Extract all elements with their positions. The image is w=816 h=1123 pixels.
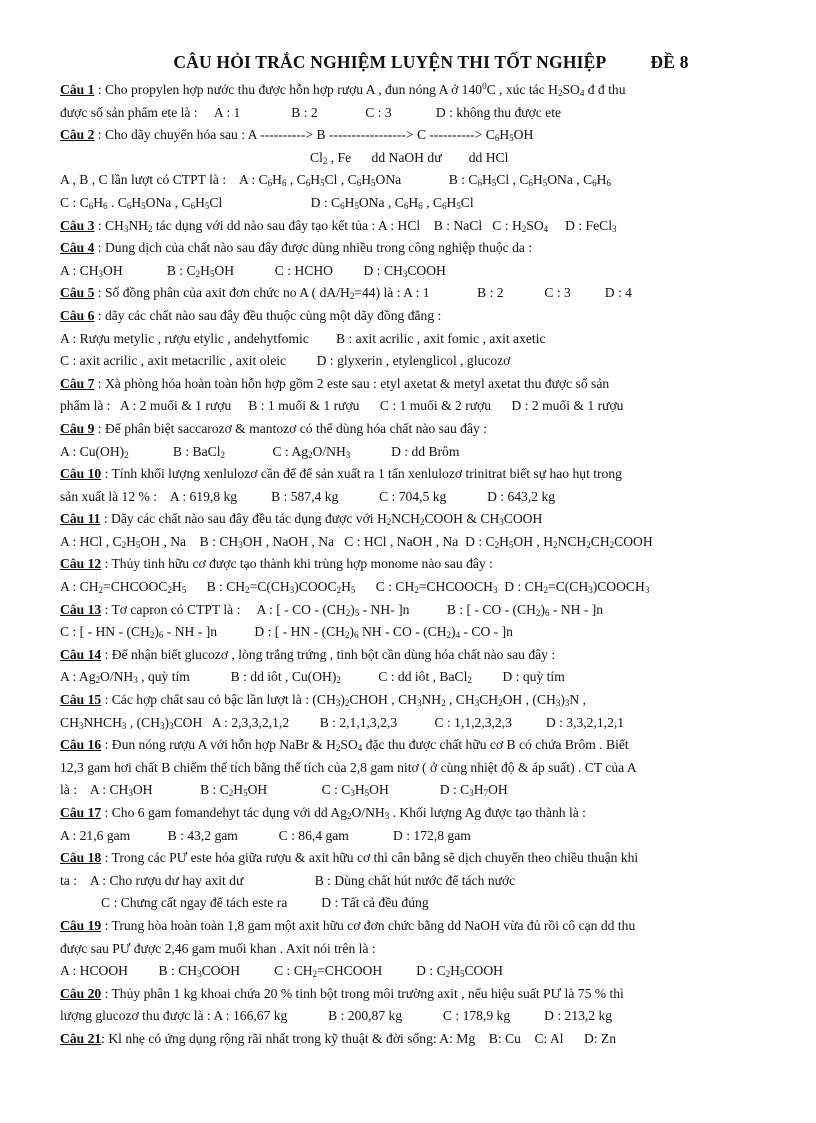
- question-line: A : HCl , $C_2H_5OH$ , Na B : $CH_3OH$ , NaOH , Na C : HCl , NaOH , Na D : $C_2H_5OH$ , $H_2NCH_2CH_2COOH$: [60, 533, 653, 550]
- question-line: 12,3 gam hơi chất B chiếm thể tích bằng thể tích của 2,8 gam nitơ ( ở cùng nhiệt độ & áp suất) . CT của A: [60, 759, 637, 775]
- question-label: Câu 17: [60, 805, 102, 820]
- question-line: $CH_3NHCH_3$ , $(CH_3)_3COH$ A : 2,3,3,2,1,2 B : 2,1,1,3,2,3 C : 1,1,2,3,2,3 D : 3,3,2,1,2,1: [60, 714, 625, 731]
- question-label: Câu 21: [60, 1030, 102, 1046]
- question-line: A : 21,6 gam B : 43,2 gam C : 86,4 gam D : 172,8 gam: [60, 827, 471, 843]
- exam-number: ĐỀ 8: [650, 52, 689, 72]
- title-text: CÂU HỎI TRẮC NGHIỆM LUYỆN THI TỐT NGHIỆP: [173, 52, 607, 72]
- question-label: Câu 9: [60, 420, 95, 436]
- question-label: Câu 12: [60, 556, 102, 572]
- question-line: Câu 18 : Trong các PƯ este hóa giữa rượu & axit hữu cơ thì cân bằng sẽ dịch chuyển theo chiều thuận khi: [60, 850, 639, 866]
- question-line: Câu 4 : Dung dịch của chất nào sau đây được dùng nhiều trong công nghiệp thuộc da :: [60, 240, 533, 256]
- question-list: [60, 79, 772, 1051]
- question-line: C : [ - HN - $(CH_2)_6$ - NH - ]n D : [ - HN - $(CH_2)_6$ NH - CO - $(CH_2)_4$ - CO - ]n: [60, 624, 513, 641]
- question-line: Câu 5 : Số đồng phân của axit đơn chức no A ( $dA/H_2=44$) là : A : 1 B : 2 C : 3 D : 4: [60, 285, 632, 302]
- question-label: Câu 11: [60, 511, 101, 527]
- question-label: Câu 20: [60, 985, 102, 1001]
- question-label: Câu 6: [60, 307, 95, 323]
- question-line: sản xuất là 12 % : A : 619,8 kg B : 587,4 kg C : 704,5 kg D : 643,2 kg: [60, 488, 556, 504]
- question-label: Câu 13: [60, 601, 102, 617]
- question-line: A : $CH_2=CHCOOC_2H_5$ B : $CH_2=C(CH_3)COOC_2H_5$ C : $CH_2=CHCOOCH_3$ D : $CH_2=C(CH_3)COOCH_3$: [60, 579, 650, 596]
- question-line: phẩm là : A : 2 muối & 1 rượu B : 1 muối & 1 rượu C : 1 muối & 2 rượu D : 2 muối & 1 rượu: [60, 398, 624, 414]
- question-label: Câu 1: [60, 82, 95, 97]
- question-line: được sau PƯ được 2,46 gam muối khan . Axit nói trên là :: [60, 940, 376, 956]
- question-line: Câu 15 : Các hợp chất sau có bậc lần lượt là : $(CH_3)_2CHOH$ , $CH_3NH_2$ , $CH_3CH_2OH$ , $(CH_3)_3N$ ,: [60, 692, 586, 709]
- question-line: Câu 2 : Cho dãy chuyển hóa sau : A ----------> B -----------------> C ----------> $C_6H_5OH$: [60, 127, 534, 144]
- question-line: Câu 10 : Tính khối lượng xenlulozơ cần để để sản xuất ra 1 tấn xenlulozơ trinitrat biết sự hao hụt trong: [60, 466, 622, 482]
- question-line: Câu 13 : Tơ capron có CTPT là : A : [ - CO - $(CH_2)_5 - NH-$ ]n B : [ - CO - $(CH_2)_6$ - NH - ]n: [60, 601, 604, 618]
- question-line: lượng glucozơ thu được là : A : 166,67 kg B : 200,87 kg C : 178,9 kg D : 213,2 kg: [60, 1008, 613, 1024]
- question-label: Câu 18: [60, 850, 102, 866]
- question-line: A : Rượu metylic , rượu etylic , andehytfomic B : axit acrilic , axit fomic , axit axetic: [60, 330, 546, 346]
- question-line: Câu 7 : Xà phòng hóa hoàn toàn hỗn hợp gồm 2 este sau : etyl axetat & metyl axetat thu được số sản: [60, 375, 610, 391]
- question-label: Câu 19: [60, 917, 102, 933]
- question-line: C : axit acrilic , axit metacrilic , axit oleic D : glyxerin , etylenglicol , glucozơ: [60, 353, 511, 369]
- question-line: Câu 21: Kl nhẹ có ứng dụng rộng rãi nhất trong kỹ thuật & đời sống: A: Mg B: Cu C: Al D: Zn: [60, 1030, 617, 1046]
- question-line: Câu 16 : Đun nóng rượu A với hỗn hợp NaBr & $H_2SO_4$ đặc thu được chất hữu cơ B có chứa Brôm . Biết: [60, 737, 629, 754]
- question-line: Câu 14 : Để nhận biết glucozơ , lòng trắng trứng , tinh bột cần dùng hóa chất nào sau đây :: [60, 646, 556, 662]
- question-line: $Cl_2$ , Fe dd NaOH dư dd HCl: [310, 149, 509, 166]
- question-label: Câu 2: [60, 127, 95, 143]
- question-label: Câu 10: [60, 466, 102, 482]
- question-label: Câu 4: [60, 240, 95, 256]
- question-line: được số sản phẩm ete là : A : 1 B : 2 C : 3 D : không thu được ete: [60, 104, 562, 120]
- question-line: A : $Ag_2O/NH_3$ , quỳ tím B : dd iôt , $Cu(OH)_2$ C : dd iôt , BaCl$_2$ D : quỳ tím: [60, 669, 565, 686]
- question-line: A , B , C lần lượt có CTPT là : A : $C_6H_6$ , $C_6H_5Cl$ , $C_6H_5ONa$ B : $C_6H_5Cl$ , $C_6H_5ONa$ , $C_6H_6$: [60, 172, 611, 189]
- exam-page: [60, 52, 772, 1051]
- question-label: Câu 14: [60, 646, 102, 662]
- question-label: Câu 5: [60, 285, 95, 301]
- question-line: A : $Cu(OH)_2$ B : BaCl$_2$ C : $Ag_2O/NH_3$ D : dd Brôm: [60, 443, 460, 460]
- question-label: Câu 16: [60, 737, 102, 753]
- page-title: [60, 52, 772, 73]
- question-line: C : Chưng cất ngay để tách este ra D : Tất cả đều đúng: [101, 895, 429, 911]
- question-line: là : A : $CH_3OH$ B : $C_2H_5OH$ C : $C_3H_5OH$ D : $C_3H_7OH$: [60, 782, 508, 799]
- question-line: Câu 1 : Cho propylen hợp nước thu được hỗn hợp rượu A , đun nóng A ở $140^0C$ , xúc tác $H_2SO_4$ đ đ thu: [60, 81, 626, 98]
- question-line: Câu 17 : Cho 6 gam fomandehyt tác dụng với dd $Ag_2O/NH_3$ . Khối lượng Ag được tạo thành là :: [60, 805, 586, 821]
- question-label: Câu 7: [60, 375, 95, 391]
- question-line: C : $C_6H_6$ . $C_6H_5ONa$ , $C_6H_5Cl$ D : $C_6H_5ONa$ , $C_6H_6$ , $C_6H_5Cl$: [60, 194, 474, 211]
- question-line: Câu 6 : dãy các chất nào sau đây đều thuộc cùng một dãy đồng đẳng :: [60, 307, 442, 323]
- question-line: A : $CH_3OH$ B : $C_2H_5OH$ C : HCHO D : $CH_3COOH$: [60, 262, 446, 279]
- question-line: Câu 11 : Dãy các chất nào sau đây đều tác dụng được với $H_2NCH_2COOH$ & $CH_3COOH$: [60, 511, 543, 528]
- question-line: Câu 3 : $CH_3NH_2$ tác dụng với dd nào sau đây tạo kết tủa : A : HCl B : NaCl C : $H_2SO_4$ D : FeCl$_3$: [60, 217, 617, 234]
- question-label: Câu 15: [60, 692, 102, 708]
- question-line: Câu 20 : Thủy phân 1 kg khoai chứa 20 % tinh bột trong môi trường axit , nếu hiệu suất PƯ là 75 % thì: [60, 985, 624, 1001]
- question-line: ta : A : Cho rượu dư hay axit dư B : Dùng chất hút nước để tách nước: [60, 872, 516, 888]
- question-label: Câu 3: [60, 217, 95, 233]
- question-line: A : HCOOH B : $CH_3COOH$ C : $CH_2=CHCOOH$ D : $C_2H_5COOH$: [60, 963, 503, 980]
- question-line: Câu 12 : Thủy tinh hữu cơ được tạo thành khi trùng hợp monome nào sau đây :: [60, 556, 493, 572]
- question-line: Câu 9 : Để phân biệt saccarozơ & mantozơ có thể dùng hóa chất nào sau đây :: [60, 420, 487, 436]
- question-line: Câu 19 : Trung hòa hoàn toàn 1,8 gam một axit hữu cơ đơn chức bằng dd NaOH vừa đủ rồi cô cạn dd thu: [60, 917, 636, 933]
